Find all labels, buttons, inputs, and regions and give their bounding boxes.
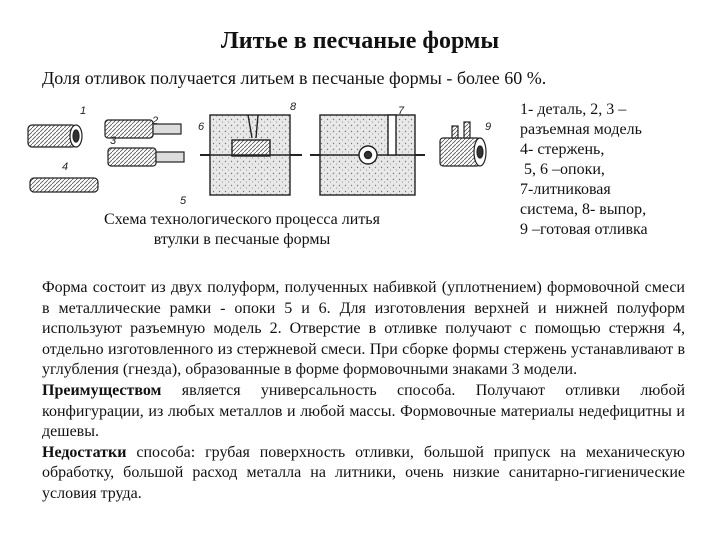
paragraph-disadvantages bbox=[42, 443, 685, 505]
core bbox=[30, 178, 98, 192]
finished-casting bbox=[440, 122, 486, 166]
label-5: 5 bbox=[180, 195, 187, 207]
legend-line: 1- деталь, 2, 3 – bbox=[520, 101, 627, 118]
label-8: 8 bbox=[290, 101, 297, 113]
split-pattern bbox=[105, 120, 184, 166]
label-4: 4 bbox=[62, 161, 69, 173]
advantages-label: Преимуществом bbox=[42, 381, 162, 399]
label-9: 9 bbox=[485, 121, 492, 133]
subtitle: Доля отливок получается литьем в песчаные формы - более 60 %. bbox=[42, 68, 547, 88]
label-2: 2 bbox=[152, 115, 159, 127]
part-bushing bbox=[28, 125, 82, 147]
legend-line: 5, 6 –опоки, bbox=[520, 161, 605, 178]
caption-line-2: втулки в песчаные формы bbox=[153, 231, 331, 248]
process-diagram-drawing bbox=[20, 100, 510, 210]
legend-line: 4- стержень, bbox=[520, 141, 605, 158]
disadvantages-label: Недостатки bbox=[42, 443, 127, 461]
advantages-text: является универсальность способа. Получают отливки любой конфигурации, из любых металлов и любой массы. Формовочные материалы недефицитны и дешевы. bbox=[42, 381, 685, 441]
disadvantages-text: способа: грубая поверхность отливки, большой припуск на механическую обработку, большой расход металла на литники, очень низкие санитарно-гигиенические условия труда. bbox=[42, 443, 685, 502]
figure-caption bbox=[42, 210, 442, 250]
body-text bbox=[42, 278, 685, 505]
paragraph-advantages bbox=[42, 381, 685, 443]
legend-line: 7-литниковая bbox=[520, 181, 611, 198]
label-7: 7 bbox=[398, 105, 405, 117]
legend-line: разъемная модель bbox=[520, 121, 642, 138]
label-6: 6 bbox=[198, 121, 205, 133]
paragraph-form: Форма состоит из двух полуформ, полученных набивкой (уплотнением) формовочной смеси в металлические рамки - опоки 5 и 6. Для изготовления верхней и нижней полуформ используют разъемную модель 2. Отверстие в отливке получают с помощью стержня 4, отдельно изготовленного из стержневой смеси. При сборке формы стержень устанавливают в углубления (гнезда), образованные в форме формовочными знаками 3 модели. bbox=[42, 279, 685, 379]
label-3: 3 bbox=[110, 135, 117, 147]
legend-line: 9 –готовая отливка bbox=[520, 221, 648, 238]
page-title: Литье в песчаные формы bbox=[220, 28, 500, 54]
caption-line-1: Схема технологического процесса литья bbox=[104, 211, 380, 228]
legend-line: система, 8- выпор, bbox=[520, 201, 647, 218]
flask-open bbox=[200, 115, 302, 195]
figure-legend bbox=[520, 100, 710, 240]
label-1: 1 bbox=[80, 105, 87, 117]
flask-closed bbox=[310, 115, 425, 195]
